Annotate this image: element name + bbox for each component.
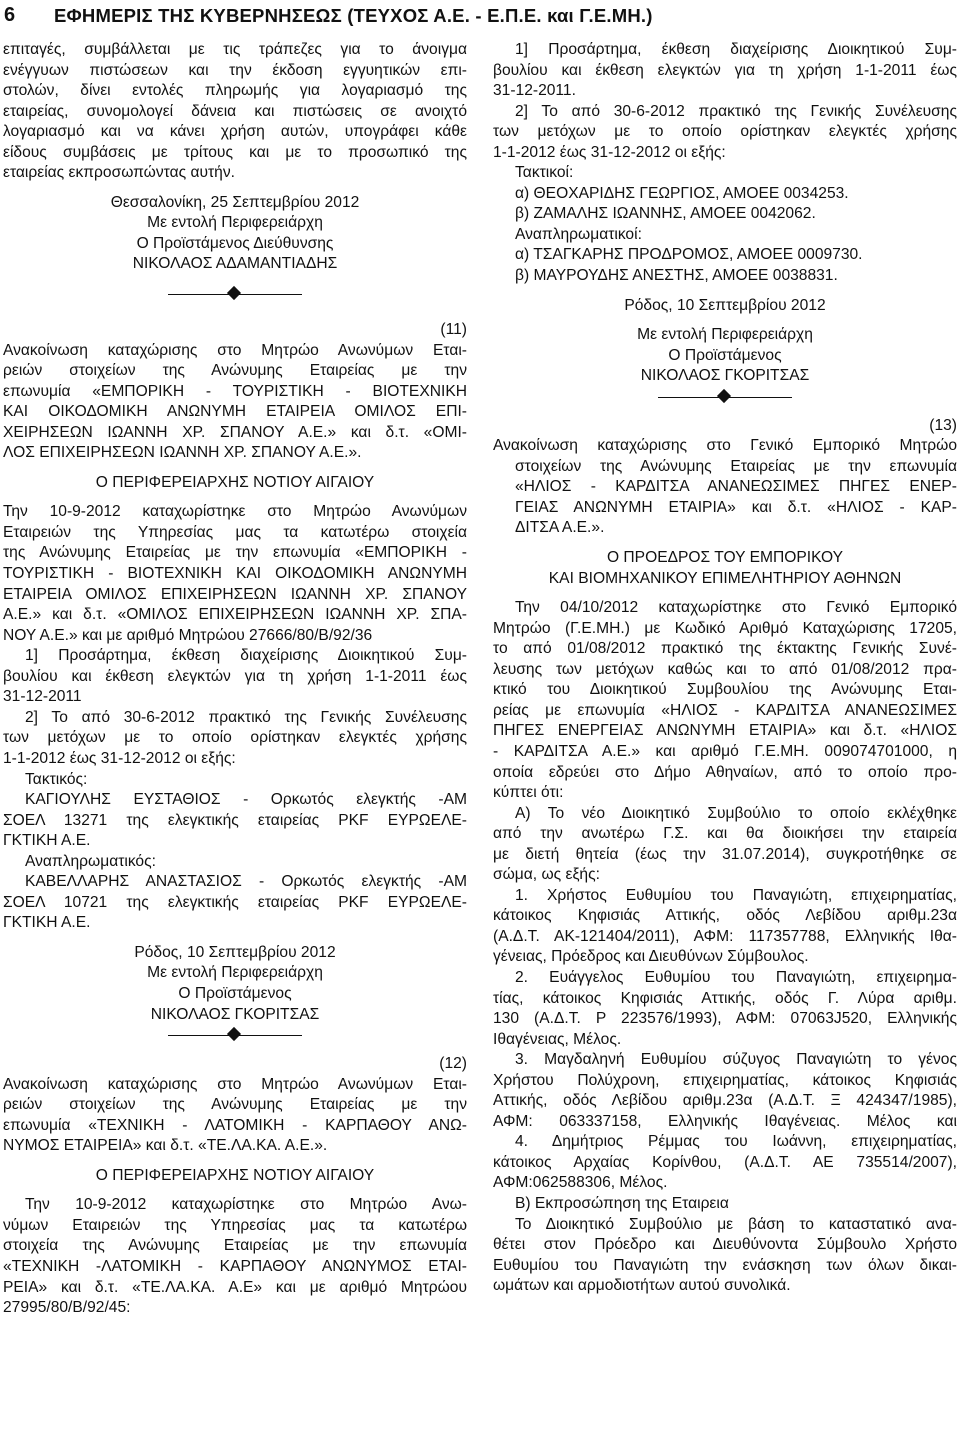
board-member-line: Χρήστου Πολύχρονη, επιχειρηματίας, κάτοικος Κηφισιάς: [493, 1071, 957, 1089]
board-member-line: τίας, κάτοικος Κηφισιάς Αττικής, οδός Γ. Λύρα αριθμ.: [493, 989, 957, 1007]
item-line: βουλίου και έκθεση ελεγκτών για τη χρήση 1-1-2011 έως: [3, 667, 467, 685]
item-line: 1] Προσάρτημα, έκθεση διαχείρισης Διοικητικού Συμ-: [25, 647, 467, 665]
auditor-item: β) ΖΑΜΑΛΗΣ ΙΩΑΝΝΗΣ, ΑΜΟΕΕ 0042062.: [515, 205, 816, 223]
body-line: ΠΗΓΕΣ ΕΝΕΡΓΕΙΑΣ ΑΝΩΝΥΜΗ ΕΤΑΙΡΙΑ» και δ.τ. «ΗΛΙΟΣ: [493, 722, 957, 740]
signature-block: [3, 943, 467, 1025]
announcement-title-line: στοιχείων της Ανώνυμης Εταιρείας με την επωνυμία: [515, 457, 957, 475]
auditor-line: ΓΚΤΙΚΗ Α.Ε.: [3, 832, 91, 850]
diamond-icon: [717, 389, 731, 403]
board-member-line: κάτοικος Κηφισιάς Αττικής, οδός Λεβίδου αριθμ.23α: [493, 907, 957, 925]
representation-line: θέτει στον Πρόεδρο και Διευθύνοντα Σύμβουλο Χρήστο: [493, 1236, 957, 1254]
announcement-title-line: ρειών στοιχείων της Ανώνυμης Εταιρείας με την: [3, 362, 467, 380]
text-line: επιταγές, συμβάλλεται με τις τράπεζες για το άνοιγμα: [3, 41, 467, 58]
signature-block: [493, 296, 957, 387]
item-line: 1-1-2012 έως 31-12-2012 οι εξής:: [3, 749, 236, 767]
representation-line: Το Διοικητικό Συμβούλιο με βάση το καταστατικό ανα-: [515, 1215, 957, 1233]
text-line: λογαριασμό και να κάνει χρήση αυτών, υπογράφει κάθε: [3, 123, 467, 141]
item-line: 1] Προσάρτημα, έκθεση διαχείρισης Διοικητικού Συμ-: [515, 41, 957, 58]
item-line: 2] Το από 30-6-2012 πρακτικό της Γενικής Συνέλευσης: [25, 708, 467, 726]
announcement-title-line: επωνυμία «ΕΜΠΟΡΙΚΗ - ΤΟΥΡΙΣΤΙΚΗ - ΒΙΟΤΕΧΝΙΚΗ: [3, 382, 467, 400]
left-column: [3, 40, 467, 1319]
board-line: σώμα, ως εξής:: [493, 866, 600, 884]
auditor-line: ΣΟΕΛ 10721 της ελεγκτικής εταιρείας PKF ΕΥΡΩΕΛΕ-: [3, 893, 467, 911]
signature-name: ΝΙΚΟΛΑΟΣ ΑΔΑΜΑΝΤΙΑΔΗΣ: [132, 255, 338, 273]
item-line: βουλίου και έκθεση ελεγκτών για τη χρήση 1-1-2011 έως: [493, 61, 957, 79]
board-member-line: Ιθαγένειας, Μέλος.: [493, 1030, 622, 1048]
body-line: κτικό του Διοικητικού Συμβουλίου της Ανώνυμης Εται-: [493, 681, 957, 699]
page-header: [0, 0, 960, 40]
item-line: των μετόχων με το οποίο ορίστηκαν ελεγκτές χρήσης: [493, 123, 957, 141]
item-line: των μετόχων με το οποίο ορίστηκαν ελεγκτές χρήσης: [3, 729, 467, 747]
body-line: Την 04/10/2012 καταχωρίστηκε στο Γενικό Εμπορικό: [515, 599, 957, 617]
substitute-auditors-label: Αναπληρωματικοί:: [515, 225, 642, 243]
page-number: 6: [4, 4, 16, 26]
signature-order: Με εντολή Περιφερειάρχη: [147, 964, 323, 982]
signature-order: Με εντολή Περιφερειάρχη: [147, 214, 323, 232]
body-line: λευσης των μετόχων καθώς και το από 01/08/2012 πρα-: [493, 660, 957, 678]
board-member-line: κάτοικος Αρχαίας Κορίνθου, (Α.Δ.Τ. ΑΕ 735514/2007),: [493, 1153, 957, 1171]
announcement-title-line: Ανακοίνωση καταχώρισης στο Γενικό Εμπορικό Μητρώο: [493, 437, 957, 455]
auditor-line: ΣΟΕΛ 13271 της ελεγκτικής εταιρείας PKF ΕΥΡΩΕΛΕ-: [3, 811, 467, 829]
board-member-line: γένειας, Πρόεδρος και Διευθύνων Σύμβουλος.: [493, 948, 809, 966]
representation-line: ωμάτων και αρμοδιοτήτων αυτού συνολικά.: [493, 1277, 791, 1295]
announcement-title-line: ΧΕΙΡΗΣΕΩΝ ΙΩΑΝΝΗ ΧΡ. ΣΠΑΝΟΥ Α.Ε.» και δ.τ. «ΟΜΙ-: [3, 423, 467, 441]
body-line: νύμων Εταιρειών της Υπηρεσίας μας τα κατωτέρω: [3, 1216, 467, 1234]
diamond-icon: [227, 1027, 241, 1041]
signature-place-date: Ρόδος, 10 Σεπτεμβρίου 2012: [624, 296, 826, 314]
signature-order: Με εντολή Περιφερειάρχη: [637, 326, 813, 344]
board-member-line: 3. Μαγδαληνή Ευθυμίου σύζυγος Παναγιώτη το γένος: [515, 1051, 957, 1069]
announcement-title-line: ΓΕΙΑΣ ΑΝΩΝΥΜΗ ΕΤΑΙΡΙΑ» και δ.τ. «ΗΛΙΟΣ - ΚΑΡ-: [515, 498, 957, 516]
signature-place-date: Θεσσαλονίκη, 25 Σεπτεμβρίου 2012: [110, 193, 360, 211]
substitute-auditor-label: Αναπληρωματικός:: [25, 852, 156, 870]
gazette-title: ΕΦΗΜΕΡΙΣ ΤΗΣ ΚΥΒΕΡΝΗΣΕΩΣ (ΤΕΥΧΟΣ Α.Ε. - Ε.Π.Ε. και Γ.Ε.ΜΗ.): [54, 5, 653, 26]
body-line: Την 10-9-2012 καταχωρίστηκε στο Μητρώο Ανωνύμων: [3, 503, 467, 521]
announcement-title-line: ΔΙΤΣΑ Α.Ε.».: [515, 519, 605, 537]
announcement-number: (11): [440, 321, 467, 339]
item-line: 2] Το από 30-6-2012 πρακτικό της Γενικής Συνέλευσης: [515, 102, 957, 120]
body-line: Μητρώο (Γ.Ε.ΜΗ.) με Κωδικό Αριθμό Καταχώρισης 17205,: [493, 619, 957, 637]
signature-role: Ο Προϊστάμενος: [668, 346, 782, 364]
regular-auditor-label: Τακτικός:: [25, 770, 88, 788]
auditor-line: ΓΚΤΙΚΗ Α.Ε.: [3, 914, 91, 932]
auditor-item: α) ΘΕΟΧΑΡΙΔΗΣ ΓΕΩΡΓΙΟΣ, ΑΜΟΕΕ 0034253.: [515, 184, 849, 202]
auditor-line: ΚΑΓΙΟΥΛΗΣ ΕΥΣΤΑΘΙΟΣ - Ορκωτός ελεγκτής -ΑΜ: [25, 791, 467, 809]
signature-name: ΝΙΚΟΛΑΟΣ ΓΚΟΡΙΤΣΑΣ: [150, 1005, 320, 1023]
body-line: ΡΕΙΑ» και δ.τ. «ΤΕ.ΛΑ.ΚΑ. Α.Ε» και με αριθμό Μητρώου: [3, 1278, 467, 1296]
auditor-item: β) ΜΑΥΡΟΥΔΗΣ ΑΝΕΣΤΗΣ, ΑΜΟΕΕ 0038831.: [515, 267, 838, 285]
signature-place-date: Ρόδος, 10 Σεπτεμβρίου 2012: [134, 943, 336, 961]
text-line: στολών, δίνει εντολές πληρωμής για λογαριασμό της: [3, 82, 467, 100]
announcement-12-continued: [493, 40, 957, 387]
body-line: Την 10-9-2012 καταχωρίστηκε στο Μητρώο Ανω-: [25, 1196, 467, 1214]
regular-auditors-label: Τακτικοί:: [515, 164, 574, 182]
announcement-title-line: ΚΑΙ ΟΙΚΟΔΟΜΙΚΗ ΑΝΩΝΥΜΗ ΕΤΑΙΡΕΙΑ ΟΜΙΛΟΣ ΕΠΙ-: [3, 403, 467, 421]
body-line: οποία εδρεύει στο Δήμο Αθηναίων, από το οποίο προ-: [493, 763, 957, 781]
text-line: ενέγγυων πιστώσεων και την έκδοση εγγυητικών επι-: [3, 61, 467, 79]
item-line: 1-1-2012 έως 31-12-2012 οι εξής:: [493, 143, 726, 161]
diamond-icon: [227, 286, 241, 300]
body-line: της Ανώνυμης Εταιρείας με την επωνυμία «ΕΜΠΟΡΙΚΗ -: [3, 544, 467, 562]
board-member-line: ΑΦΜ: 063337158, Ελληνικής Ιθαγένειας. Μέλος και: [493, 1112, 957, 1130]
board-member-line: (Α.Δ.Τ. ΑΚ-121404/2011), ΑΦΜ: 117357788, Ελληνικής Ιθα-: [493, 927, 957, 945]
right-column: [493, 40, 957, 1297]
body-line: ρείας με επωνυμία «ΗΛΙΟΣ - ΚΑΡΔΙΤΣΑ ΑΝΑΝΕΩΣΙΜΕΣ: [493, 701, 957, 719]
issuing-authority: Ο ΠΕΡΙΦΕΡΕΙΑΡΧΗΣ ΝΟΤΙΟΥ ΑΙΓΑΙΟΥ: [95, 473, 375, 491]
issuing-authority: ΚΑΙ ΒΙΟΜΗΧΑΝΙΚΟΥ ΕΠΙΜΕΛΗΤΗΡΙΟΥ ΑΘΗΝΩΝ: [548, 569, 902, 587]
announcement-title-line: επωνυμία «ΤΕΧΝΙΚΗ - ΛΑΤΟΜΙΚΗ - ΚΑΡΠΑΘΟΥ ΑΝΩ-: [3, 1116, 467, 1134]
announcement-title-line: Ανακοίνωση καταχώρισης στο Μητρώο Ανωνύμων Εται-: [3, 341, 467, 359]
item-line: 31-12-2011.: [493, 82, 576, 100]
item-line: 31-12-2011: [3, 688, 82, 706]
body-line: Α.Ε.» και δ.τ. «ΟΜΙΛΟΣ ΕΠΙΧΕΙΡΗΣΕΩΝ ΙΩΑΝΝΗ ΧΡ. ΣΠΑ-: [3, 606, 467, 624]
body-line: το από 01/08/2012 πρακτικό της έκτακτης Γενικής Συνέ-: [493, 640, 957, 658]
announcement-title-line: ΛΟΣ ΕΠΙΧΕΙΡΗΣΕΩΝ ΙΩΑΝΝΗ ΧΡ. ΣΠΑΝΟΥ Α.Ε.».: [3, 444, 362, 462]
board-member-line: ΑΦΜ:062588306, Μέλος.: [493, 1174, 668, 1192]
body-line: ΕΤΑΙΡΕΙΑ ΟΜΙΛΟΣ ΕΠΙΧΕΙΡΗΣΕΩΝ ΙΩΑΝΝΗ ΧΡ. ΣΠΑΝΟΥ: [3, 585, 467, 603]
announcement-title-line: Ανακοίνωση καταχώρισης στο Μητρώο Ανωνύμων Εται-: [3, 1075, 467, 1093]
issuing-authority: Ο ΠΡΟΕΔΡΟΣ ΤΟΥ ΕΜΠΟΡΙΚΟΥ: [606, 549, 844, 567]
board-line: από την ανωτέρω Γ.Σ. και θα διοικήσει την εταιρεία: [493, 825, 957, 843]
body-line: - ΚΑΡΔΙΤΣΑ Α.Ε.» και αριθμό Γ.Ε.ΜΗ. 009074701000, η: [493, 742, 957, 760]
body-line: «ΤΕΧΝΙΚΗ -ΛΑΤΟΜΙΚΗ - ΚΑΡΠΑΘΟΥ ΑΝΩΝΥΜΟΣ ΕΤΑΙ-: [3, 1257, 467, 1275]
board-member-line: 2. Ευάγγελος Ευθυμίου του Παναγιώτη, επιχειρημα-: [515, 968, 957, 986]
announcement-title-line: «ΗΛΙΟΣ - ΚΑΡΔΙΤΣΑ ΑΝΑΝΕΩΣΙΜΕΣ ΠΗΓΕΣ ΕΝΕΡ-: [515, 478, 957, 496]
issuing-authority: Ο ΠΕΡΙΦΕΡΕΙΑΡΧΗΣ ΝΟΤΙΟΥ ΑΙΓΑΙΟΥ: [95, 1166, 375, 1184]
signature-role: Ο Προϊστάμενος: [178, 984, 292, 1002]
signature-name: ΝΙΚΟΛΑΟΣ ΓΚΟΡΙΤΣΑΣ: [640, 367, 810, 385]
text-line: εταιρείας, συνομολογεί δάνεια και πιστώσεις σε ανοιχτό: [3, 102, 467, 120]
body-line: κύπτει ότι:: [493, 784, 564, 802]
announcement-number: (13): [929, 416, 957, 434]
signature-block: [3, 193, 467, 275]
representation-heading: Β) Εκπροσώπηση της Εταιρεια: [515, 1194, 729, 1212]
signature-role: Ο Προϊστάμενος Διεύθυνσης: [136, 234, 334, 252]
announcement-13: [493, 416, 957, 1297]
representation-line: Ευθυμίου του Παναγιώτη την ενάσκηση των όλων δικαι-: [493, 1256, 957, 1274]
announcement-title-line: ΝΥΜΟΣ ΕΤΑΙΡΕΙΑ» και δ.τ. «ΤΕ.ΛΑ.ΚΑ. Α.Ε.».: [3, 1137, 328, 1155]
body-line: ΝΟΥ Α.Ε.» και με αριθμό Μητρώου 27666/80/Β/92/36: [3, 626, 373, 644]
announcement-title-line: ρειών στοιχείων της Ανώνυμης Εταιρείας με την: [3, 1096, 467, 1114]
body-line: ΤΟΥΡΙΣΤΙΚΗ - ΒΙΟΤΕΧΝΙΚΗ ΚΑΙ ΟΙΚΟΔΟΜΙΚΗ ΑΝΩΝΥΜΗ: [3, 565, 467, 583]
announcement-number: (12): [439, 1055, 467, 1073]
body-line: Εταιρειών της Υπηρεσίας μας τα κατωτέρω στοιχεία: [3, 523, 467, 541]
section-divider: [658, 387, 792, 407]
announcement-12: [3, 1054, 467, 1319]
text-line: είδους συμβάσεις με τρίτους και με το προσωπικό της: [3, 143, 467, 161]
section-divider: [168, 1025, 302, 1045]
body-line: στοιχεία της Ανώνυμης Εταιρείας με την επωνυμία: [3, 1237, 467, 1255]
board-line: με διετή θητεία (έως την 31.07.2014), συγκροτήθηκε σε: [493, 845, 957, 863]
board-line: Α) Το νέο Διοικητικό Συμβούλιο το οποίο εκλέχθηκε: [515, 804, 957, 822]
board-member-line: 130 (Α.Δ.Τ. Ρ 223576/1993), ΑΦΜ: 07063J520, Ελληνικής: [493, 1010, 957, 1028]
text-line: εταιρείας εκπροσωπώντας αυτήν.: [3, 164, 235, 182]
board-member-line: Αττικής, οδός Λεβίδου αριθμ.23α (Α.Δ.Τ. Ξ 424347/1985),: [493, 1092, 957, 1110]
board-member-line: 4. Δημήτριος Ρέμμας του Ιωάννη, επιχειρηματίας,: [515, 1133, 957, 1151]
announcement-11: [3, 320, 467, 1025]
continued-text: [3, 40, 467, 184]
section-divider: [168, 284, 302, 304]
board-member-line: 1. Χρήστος Ευθυμίου του Παναγιώτη, επιχειρηματίας,: [515, 886, 957, 904]
auditor-line: ΚΑΒΕΛΛΑΡΗΣ ΑΝΑΣΤΑΣΙΟΣ - Ορκωτός ελεγκτής -ΑΜ: [25, 873, 467, 891]
body-line: 27995/80/Β/92/45:: [3, 1299, 131, 1317]
auditor-item: α) ΤΣΑΓΚΑΡΗΣ ΠΡΟΔΡΟΜΟΣ, ΑΜΟΕΕ 0009730.: [515, 246, 863, 264]
